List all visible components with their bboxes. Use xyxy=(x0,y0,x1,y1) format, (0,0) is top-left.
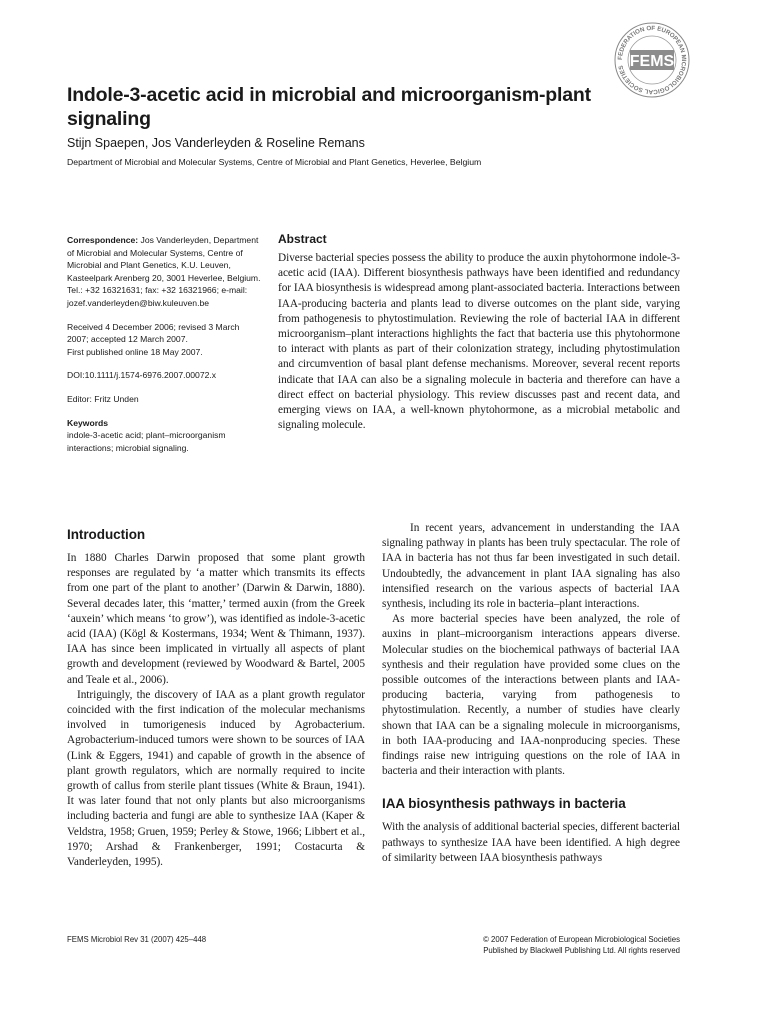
body-left-column xyxy=(67,526,365,870)
intro-paragraph-4: As more bacterial species have been analyzed, the role of auxins in plant–microorganism interactions appears diverse. Molecular studies on the biochemical pathways of bacterial IAA synthesis and their regulation have provided some clues on the possible outcomes of the interactions between plants and IAA-producing bacteria, varying from pathogenesis to phytostimulation. Recently, a number of studies have clearly shown that IAA can be a signaling molecule in microorganisms, in both IAA-producing and IAA-nonproducing species. These findings raise new intriguing questions on the role of IAA in bacteria and their interaction with plants. xyxy=(382,613,680,778)
intro-paragraph-3: In recent years, advancement in understanding the IAA signaling pathway in plants has been truly spectacular. The role of IAA in bacteria has not thus far been investigated in such detail. Undoubtedly, the advancement in plant IAA signaling has also intensified research on the various aspects of bacterial IAA synthesis, including its role in bacteria–plant interactions. xyxy=(382,522,680,611)
keywords: indole-3-acetic acid; plant–microorganism interactions; microbial signaling. xyxy=(67,430,226,453)
intro-heading: Introduction xyxy=(67,527,146,542)
article-title: Indole-3-acetic acid in microbial and microorganism-plant signaling xyxy=(67,84,591,130)
biosynthesis-heading: IAA biosynthesis pathways in bacteria xyxy=(382,796,626,812)
footer-citation: FEMS Microbiol Rev 31 (2007) 425–448 xyxy=(67,935,207,944)
intro-paragraph-2: Intriguingly, the discovery of IAA as a plant growth regulator coincided with the first indication of the molecular mechanisms involved in tumorigenesis induced by Agrobacterium. Agrobacterium-induced tumors were shown to be sources of IAA (Link & Eggers, 1941) and capable of growth in the absence of plant growth regulators, which are normally required to incite growth of callus from sterile plant tissues (White & Braun, 1941). It was later found that not only plants but also microorganisms including bacteria and fungi are able to synthesize IAA (Kaper & Veldstra, 1958; Gruen, 1959; Perley & Stowe, 1966; Libbert et al., 1970; Arshad & Frankenberger, 1991; Costacurta & Vanderleyden, 1995). xyxy=(67,688,365,869)
affiliation: Department of Microbial and Molecular Systems, Centre of Microbial and Plant Genetics, Heverlee, Belgium xyxy=(67,157,482,167)
body-right-column xyxy=(382,521,680,866)
biosynthesis-paragraph-1: With the analysis of additional bacterial species, different bacterial pathways to synthesize IAA have been identified. A high degree of similarity between IAA biosynthesis pathways xyxy=(382,821,680,864)
abstract-heading: Abstract xyxy=(278,232,327,246)
footer-copyright-line-1: © 2007 Federation of European Microbiological Societies xyxy=(483,935,680,944)
logo-text: FEMS xyxy=(629,53,675,70)
logo-ring-text: FEDERATION OF EUROPEAN MICROBIOLOGICAL SOCIETIES xyxy=(616,24,688,96)
correspondence-label: Correspondence: xyxy=(67,235,139,245)
doi: DOI:10.1111/j.1574-6976.2007.00072.x xyxy=(67,370,217,381)
correspondence xyxy=(67,234,263,310)
correspondence-text: Jos Vanderleyden, Department of Microbial and Molecular Systems, Centre of Microbial and Plant Genetics, K.U. Leuven, Kasteelpark Arenberg 20, 3001 Heverlee, Belgium. Tel.: +32 16321631; fax: +32 16321966; e-mail: jozef.vanderleyden@biw.kuleuven.be xyxy=(67,235,261,308)
footer-copyright xyxy=(430,935,680,956)
abstract-text: Diverse bacterial species possess the ability to produce the auxin phytohormone indole-3-acetic acid (IAA). Different biosynthesis pathways have been identified and redundancy for IAA biosynthesis is widespread among plant-associated bacteria. Interactions between IAA-producing bacteria and plants lead to diverse outcomes on the plant side, varying from pathogenesis to phytostimulation. Reviewing the role of bacterial IAA in different microorganism–plant interactions highlights the fact that bacteria use this phytohormone to interact with plants as part of their colonization strategy, including phytostimulation and circumvention of basal plant defense mechanisms. Moreover, several recent reports indicate that IAA can also be a signaling molecule in bacteria and therefore can have a direct effect on bacterial physiology. This review discusses past and recent data, and emerging views on IAA, a well-known phytohormone, as a microbial metabolic and signaling molecule. xyxy=(278,252,680,432)
intro-paragraph-1: In 1880 Charles Darwin proposed that some plant growth responses are regulated by ‘a matter which transmits its effects from one part of the plant to another’ (Darwin & Darwin, 1880). Several decades later, this ‘matter,’ termed auxin (from the Greek ‘auxein’ which means ‘to grow’), was identified as indole-3-acetic acid (IAA) (Kögl & Kostermans, 1934; Went & Thimann, 1937). IAA has since been implicated in virtually all aspects of plant growth and development (reviewed by Woodward & Bartel, 2005 and Teale et al., 2006). xyxy=(67,552,365,686)
published-date: First published online 18 May 2007. xyxy=(67,346,203,357)
editor: Editor: Fritz Unden xyxy=(67,393,139,404)
authors: Stijn Spaepen, Jos Vanderleyden & Roseline Remans xyxy=(67,136,365,150)
footer-copyright-line-2: Published by Blackwell Publishing Ltd. All rights reserved xyxy=(483,945,680,955)
abstract xyxy=(278,232,680,433)
received-dates: Received 4 December 2006; revised 3 March 2007; accepted 12 March 2007. xyxy=(67,321,240,345)
keywords-label: Keywords xyxy=(67,417,109,428)
article-meta xyxy=(67,234,263,454)
